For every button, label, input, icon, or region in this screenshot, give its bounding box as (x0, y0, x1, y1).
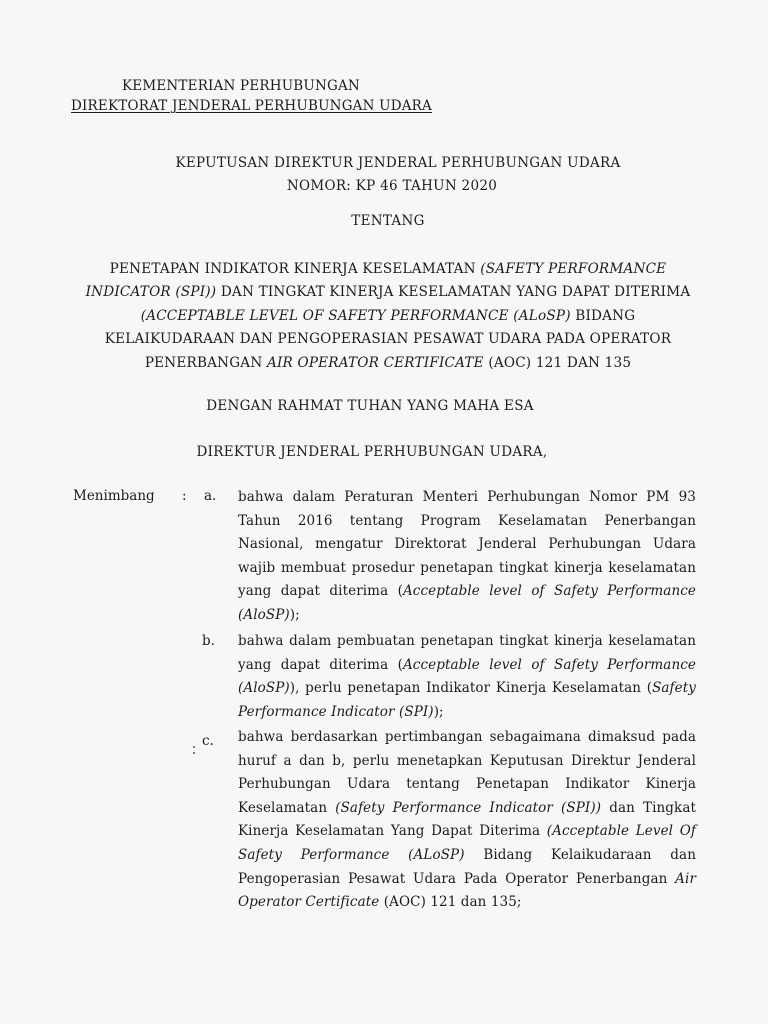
clause-a-part: bahwa dalam Peraturan Menteri Perhubungan Nomor PM 93 Tahun 2016 tentang Program Keselamatan Penerbangan Nasional, mengatur Direktorat Jenderal Perhubungan Udara wajib membuat prosedur penetapan tingkat kinerja keselamatan yang dapat diterima ( (238, 489, 696, 600)
clause-b-text (238, 630, 696, 724)
subject-italic-spi: (SAFETY PERFORMANCE INDICATOR (SPI)) (85, 261, 667, 301)
considerations-colon: : (182, 488, 187, 504)
subject-text: DAN TINGKAT KINERJA KESELAMATAN YANG DAPAT DITERIMA (216, 284, 691, 301)
clause-letter-c: c. (202, 733, 214, 749)
subject-text: PENETAPAN INDIKATOR KINERJA KESELAMATAN (109, 261, 481, 277)
ministry-name: KEMENTERIAN PERHUBUNGAN (122, 78, 360, 94)
scan-speck (193, 752, 195, 754)
directorate-name: DIREKTORAT JENDERAL PERHUBUNGAN UDARA (71, 98, 432, 114)
clause-b-part: ); (433, 703, 444, 720)
clause-b-part: ), perlu penetapan Indikator Kinerja Keselamatan ( (289, 680, 653, 697)
decree-number: NOMOR: KP 46 TAHUN 2020 (286, 178, 498, 194)
clause-c-italic: Air Operator Certificate (238, 870, 696, 911)
clause-b-part: bahwa dalam pembuatan penetapan tingkat kinerja keselamatan yang dapat diterima ( (238, 633, 696, 673)
invocation: DENGAN RAHMAT TUHAN YANG MAHA ESA (206, 398, 534, 414)
subject-text: BIDANG KELAIKUDARAAN DAN PENGOPERASIAN PESAWAT UDARA PADA OPERATOR PENERBANGAN (104, 307, 672, 371)
subject-text: (AOC) 121 DAN 135 (483, 354, 632, 371)
considerations-label: Menimbang (73, 488, 155, 504)
clause-a-text (238, 486, 696, 628)
clause-c-part: bahwa berdasarkan pertimbangan sebagaimana dimaksud pada huruf a dan b, perlu menetapkan Keputusan Direktur Jenderal Perhubungan Udara tentang Penetapan Indikator Kinerja Keselamatan (238, 729, 696, 816)
clause-b-italic: Acceptable level of Safety Performance (AloSP) (238, 656, 696, 697)
clause-c-part: Bidang Kelaikudaraan dan Pengoperasian Pesawat Udara Pada Operator Penerbangan (238, 846, 696, 887)
clause-c-italic: (Acceptable Level Of Safety Performance (ALoSP) (238, 823, 696, 863)
clause-c-part: dan Tingkat Kinerja Keselamatan Yang Dapat Diterima (238, 799, 696, 840)
authority-line: DIREKTUR JENDERAL PERHUBUNGAN UDARA, (196, 444, 548, 460)
clause-a-part: ); (289, 606, 300, 623)
clause-c-part: (AOC) 121 dan 135; (379, 894, 522, 911)
clause-a-italic: Acceptable level of Safety Performance (AloSP) (238, 583, 696, 623)
scan-speck (193, 746, 195, 748)
tentang-heading: TENTANG (351, 213, 425, 229)
decree-subject (78, 258, 698, 375)
clause-letter-a: a. (204, 488, 217, 504)
subject-italic-aoc: AIR OPERATOR CERTIFICATE (266, 354, 484, 371)
subject-italic-alosp: (ACCEPTABLE LEVEL OF SAFETY PERFORMANCE (ALoSP) (140, 307, 571, 324)
clause-b-italic: Safety Performance Indicator (SPI) (238, 680, 696, 720)
decree-title: KEPUTUSAN DIREKTUR JENDERAL PERHUBUNGAN UDARA (175, 155, 621, 171)
clause-c-italic: (Safety Performance Indicator (SPI)) (335, 799, 602, 816)
clause-c-text (238, 726, 696, 915)
clause-letter-b: b. (202, 633, 215, 649)
